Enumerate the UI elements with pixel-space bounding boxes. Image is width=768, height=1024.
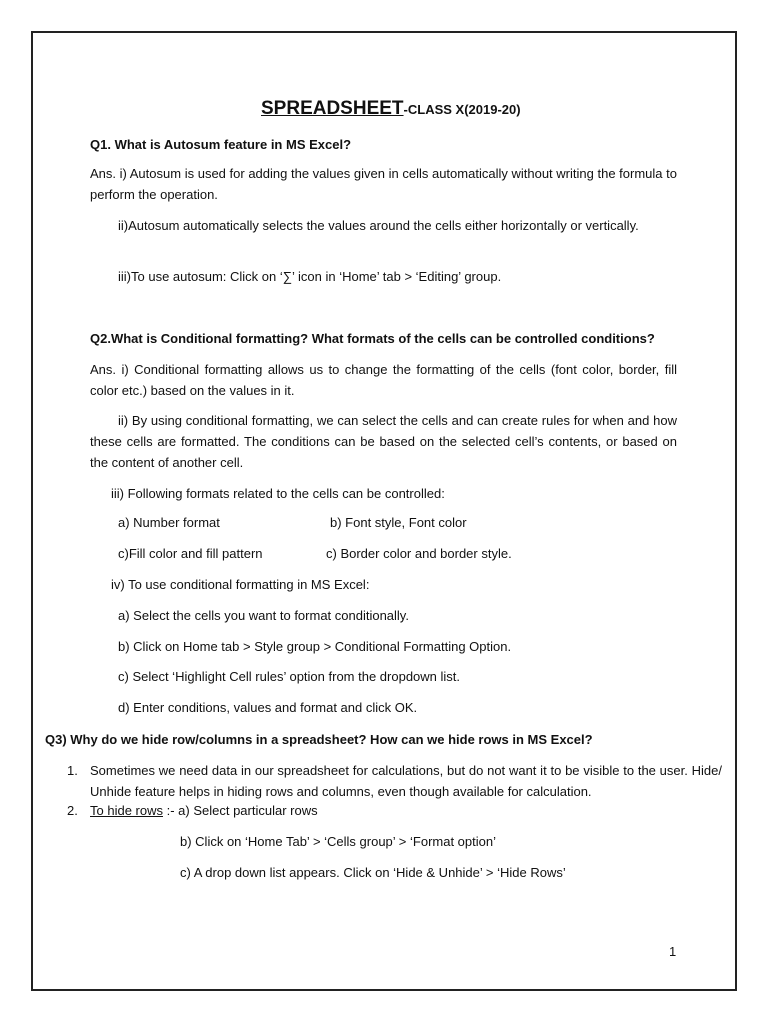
list-number-2: 2. xyxy=(67,803,78,818)
title-main: SPREADSHEET xyxy=(261,98,404,119)
step-a: a) Select the cells you want to format conditionally. xyxy=(118,608,409,623)
step-d: d) Enter conditions, values and format and click OK. xyxy=(118,700,418,715)
q2-question: Q2.What is Conditional formatting? What formats of the cells can be controlled conditions? xyxy=(90,331,655,346)
q1-answer-iii: iii)To use autosum: Click on ‘∑’ icon in ‘Home’ tab > ‘Editing’ group. xyxy=(118,269,502,284)
step-c: c) Select ‘Highlight Cell rules’ option from the dropdown list. xyxy=(118,669,461,684)
q1-answer-i: Ans. i) Autosum is used for adding the values given in cells automatically without writing the formula to perform the operation. xyxy=(90,166,677,202)
document-title xyxy=(261,98,521,120)
q2-answer-i: Ans. i) Conditional formatting allows us to change the formatting of the cells (font color, border, fill color etc.) based on the values in it. xyxy=(90,362,677,398)
hide-rows-step-c: c) A drop down list appears. Click on ‘Hide & Unhide’ > ‘Hide Rows’ xyxy=(180,865,566,880)
hide-rows-step-b: b) Click on ‘Home Tab’ > ‘Cells group’ > ‘Format option’ xyxy=(180,834,496,849)
step-b: b) Click on Home tab > Style group > Conditional Formatting Option. xyxy=(118,639,512,654)
q2-answer-iv-heading: iv) To use conditional formatting in MS Excel: xyxy=(111,577,370,592)
q1-answer-ii: ii)Autosum automatically selects the values around the cells either horizontally or vertically. xyxy=(118,218,639,233)
q2-answer-iii-heading: iii) Following formats related to the cells can be controlled: xyxy=(111,486,445,501)
q3-item-2 xyxy=(90,802,318,819)
format-font: b) Font style, Font color xyxy=(330,515,467,530)
q2-answer-ii: ii) By using conditional formatting, we can select the cells and can create rules for when and how these cells are formatted. The conditions can be based on the selected cell’s contents, or based on the content of another cell. xyxy=(90,413,677,470)
q3-item-1: Sometimes we need data in our spreadsheet for calculations, but do not want it to be visible to the user. Hide/ Unhide feature helps in hiding rows and columns, even though available for calculation. xyxy=(90,763,722,799)
hide-rows-step-a: :- a) Select particular rows xyxy=(162,803,318,818)
q1-question: Q1. What is Autosum feature in MS Excel? xyxy=(90,137,352,152)
format-fill: c)Fill color and fill pattern xyxy=(118,546,263,561)
list-number-1: 1. xyxy=(67,763,78,778)
format-number: a) Number format xyxy=(118,515,220,530)
format-border: c) Border color and border style. xyxy=(326,546,512,561)
page-number: 1 xyxy=(669,944,677,959)
title-sub: -CLASS X(2019-20) xyxy=(403,102,521,117)
q3-question: Q3) Why do we hide row/columns in a spreadsheet? How can we hide rows in MS Excel? xyxy=(45,732,593,747)
hide-rows-label: To hide rows xyxy=(90,803,163,818)
